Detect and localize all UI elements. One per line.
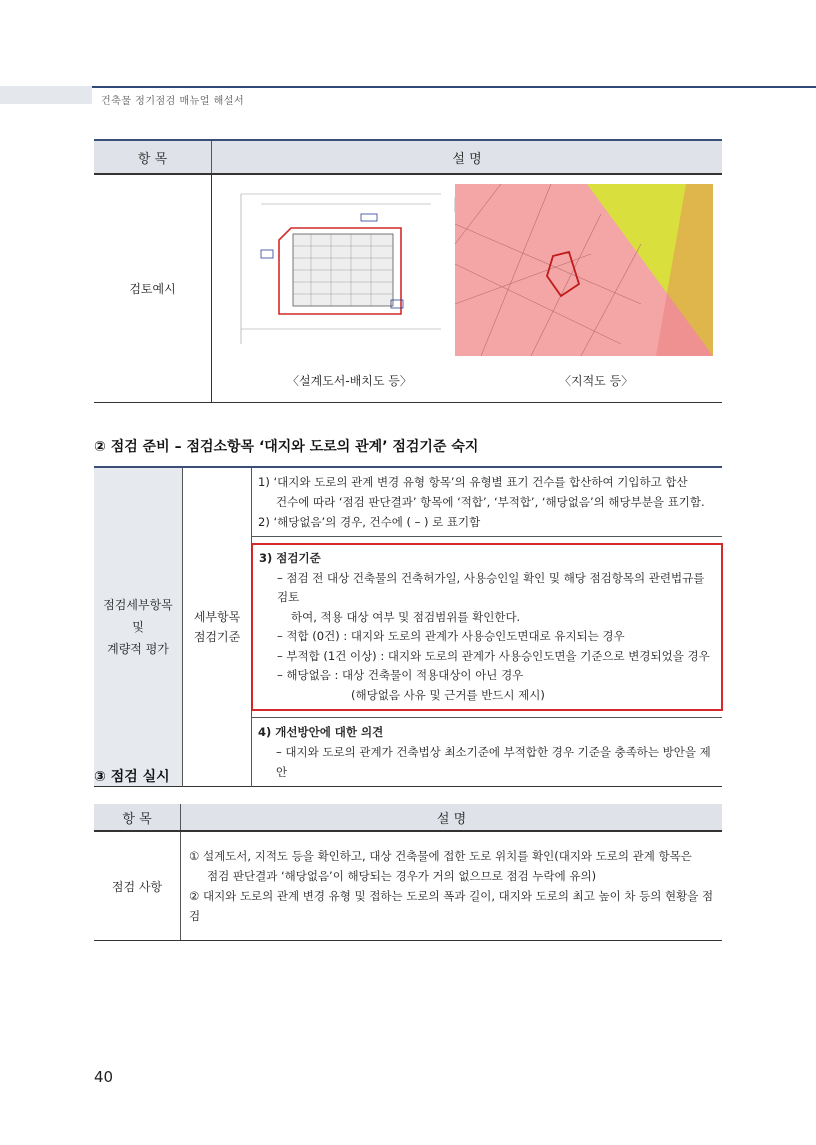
- inspection-line3: ② 대지와 도로의 관계 변경 유형 및 접하는 도로의 폭과 길이, 대지와 도로의 최고 높이 차 등의 현황을 점검: [189, 889, 714, 923]
- criteria-item-1-2: [252, 468, 722, 537]
- item4-line1: – 대지와 도로의 관계가 건축법상 최소기준에 부적합한 경우 기준을 충족하는 방안을 제안: [276, 745, 711, 779]
- item1-line1: 1) ‘대지와 도로의 관계 변경 유형 항목’의 유형별 표기 건수를 합산하여 기입하고 합산: [258, 475, 688, 489]
- item3-line1: – 점검 전 대상 건축물의 건축허가일, 사용승인일 확인 및 해당 점검항목의 관련법규를 검토: [277, 570, 705, 604]
- item3-line4: – 부적합 (1건 이상) : 대지와 도로의 관계가 사용승인도면을 기준으로 변경되었을 경우: [277, 648, 710, 663]
- col-header-desc-2: 설 명: [181, 804, 723, 831]
- criteria-category-cell: [94, 467, 183, 787]
- col-header-item: 항 목: [94, 140, 212, 174]
- row-label-review-example: 검토예시: [94, 174, 212, 403]
- item4-title: 4) 개선방안에 대한 의견: [258, 725, 384, 739]
- item2: 2) ‘해당없음’의 경우, 건수에 ( – ) 로 표기함: [258, 515, 481, 529]
- section-2-heading: ② 점검 준비 – 점검소항목 ‘대지와 도로의 관계’ 점검기준 숙지: [94, 439, 479, 455]
- criteria-item-4: [252, 717, 722, 786]
- header-accent-block: [0, 86, 92, 104]
- figure-cell: [212, 174, 723, 403]
- running-header: 건축물 정기점검 매뉴얼 해설서: [101, 96, 245, 107]
- item1-line2: 건수에 따라 ‘점검 판단결과’ 항목에 ‘적합’, ‘부적합’, ‘해당없음’의 해당부분을 표기함.: [276, 495, 705, 509]
- category-line-2: 및: [132, 620, 144, 634]
- subitem-line-2: 점검기준: [193, 630, 241, 644]
- item3-line3: – 적합 (0건) : 대지와 도로의 관계가 사용승인도면대로 유지되는 경우: [277, 629, 625, 643]
- page-number: 40: [94, 1068, 114, 1086]
- section-3-heading: ③ 점검 실시: [94, 769, 170, 785]
- criteria-detail-cell: [252, 467, 723, 787]
- header-rule: [92, 86, 816, 88]
- item3-line2: 하여, 적용 대상 여부 및 점검범위를 확인한다.: [291, 609, 521, 624]
- criteria-highlight-box: [251, 543, 723, 711]
- subitem-line-1: 세부항목: [193, 610, 241, 624]
- col-header-desc: 설 명: [212, 140, 723, 174]
- caption-site-plan: 〈설계도서-배치도 등〉: [287, 374, 412, 388]
- review-example-table: [94, 139, 722, 403]
- site-plan-figure: [231, 184, 459, 354]
- inspection-line2: 점검 판단결과 ‘해당없음’이 해당되는 경우가 거의 없으므로 점검 누락에 유의): [207, 869, 597, 883]
- row-label-inspection: 점검 사항: [94, 831, 181, 941]
- item3-line5: – 해당없음 : 대상 건축물이 적용대상이 아닌 경우: [277, 668, 524, 682]
- inspection-description: [181, 831, 723, 941]
- criteria-subitem-cell: [183, 467, 252, 787]
- inspection-table: [94, 804, 722, 941]
- category-line-3: 계량적 평가: [107, 642, 169, 656]
- col-header-item-2: 항 목: [94, 804, 181, 831]
- criteria-table: [94, 466, 722, 787]
- item3-line6: (해당없음 사유 및 근거를 반드시 제시): [351, 687, 545, 702]
- category-line-1: 점검세부항목: [103, 598, 173, 612]
- item3-title: 3) 점검기준: [259, 551, 321, 565]
- caption-cadastral-map: 〈지적도 등〉: [559, 374, 634, 388]
- cadastral-map-figure: [441, 184, 713, 356]
- inspection-line1: ① 설계도서, 지적도 등을 확인하고, 대상 건축물에 접한 도로 위치를 확인(대지와 도로의 관계 항목은: [189, 849, 692, 863]
